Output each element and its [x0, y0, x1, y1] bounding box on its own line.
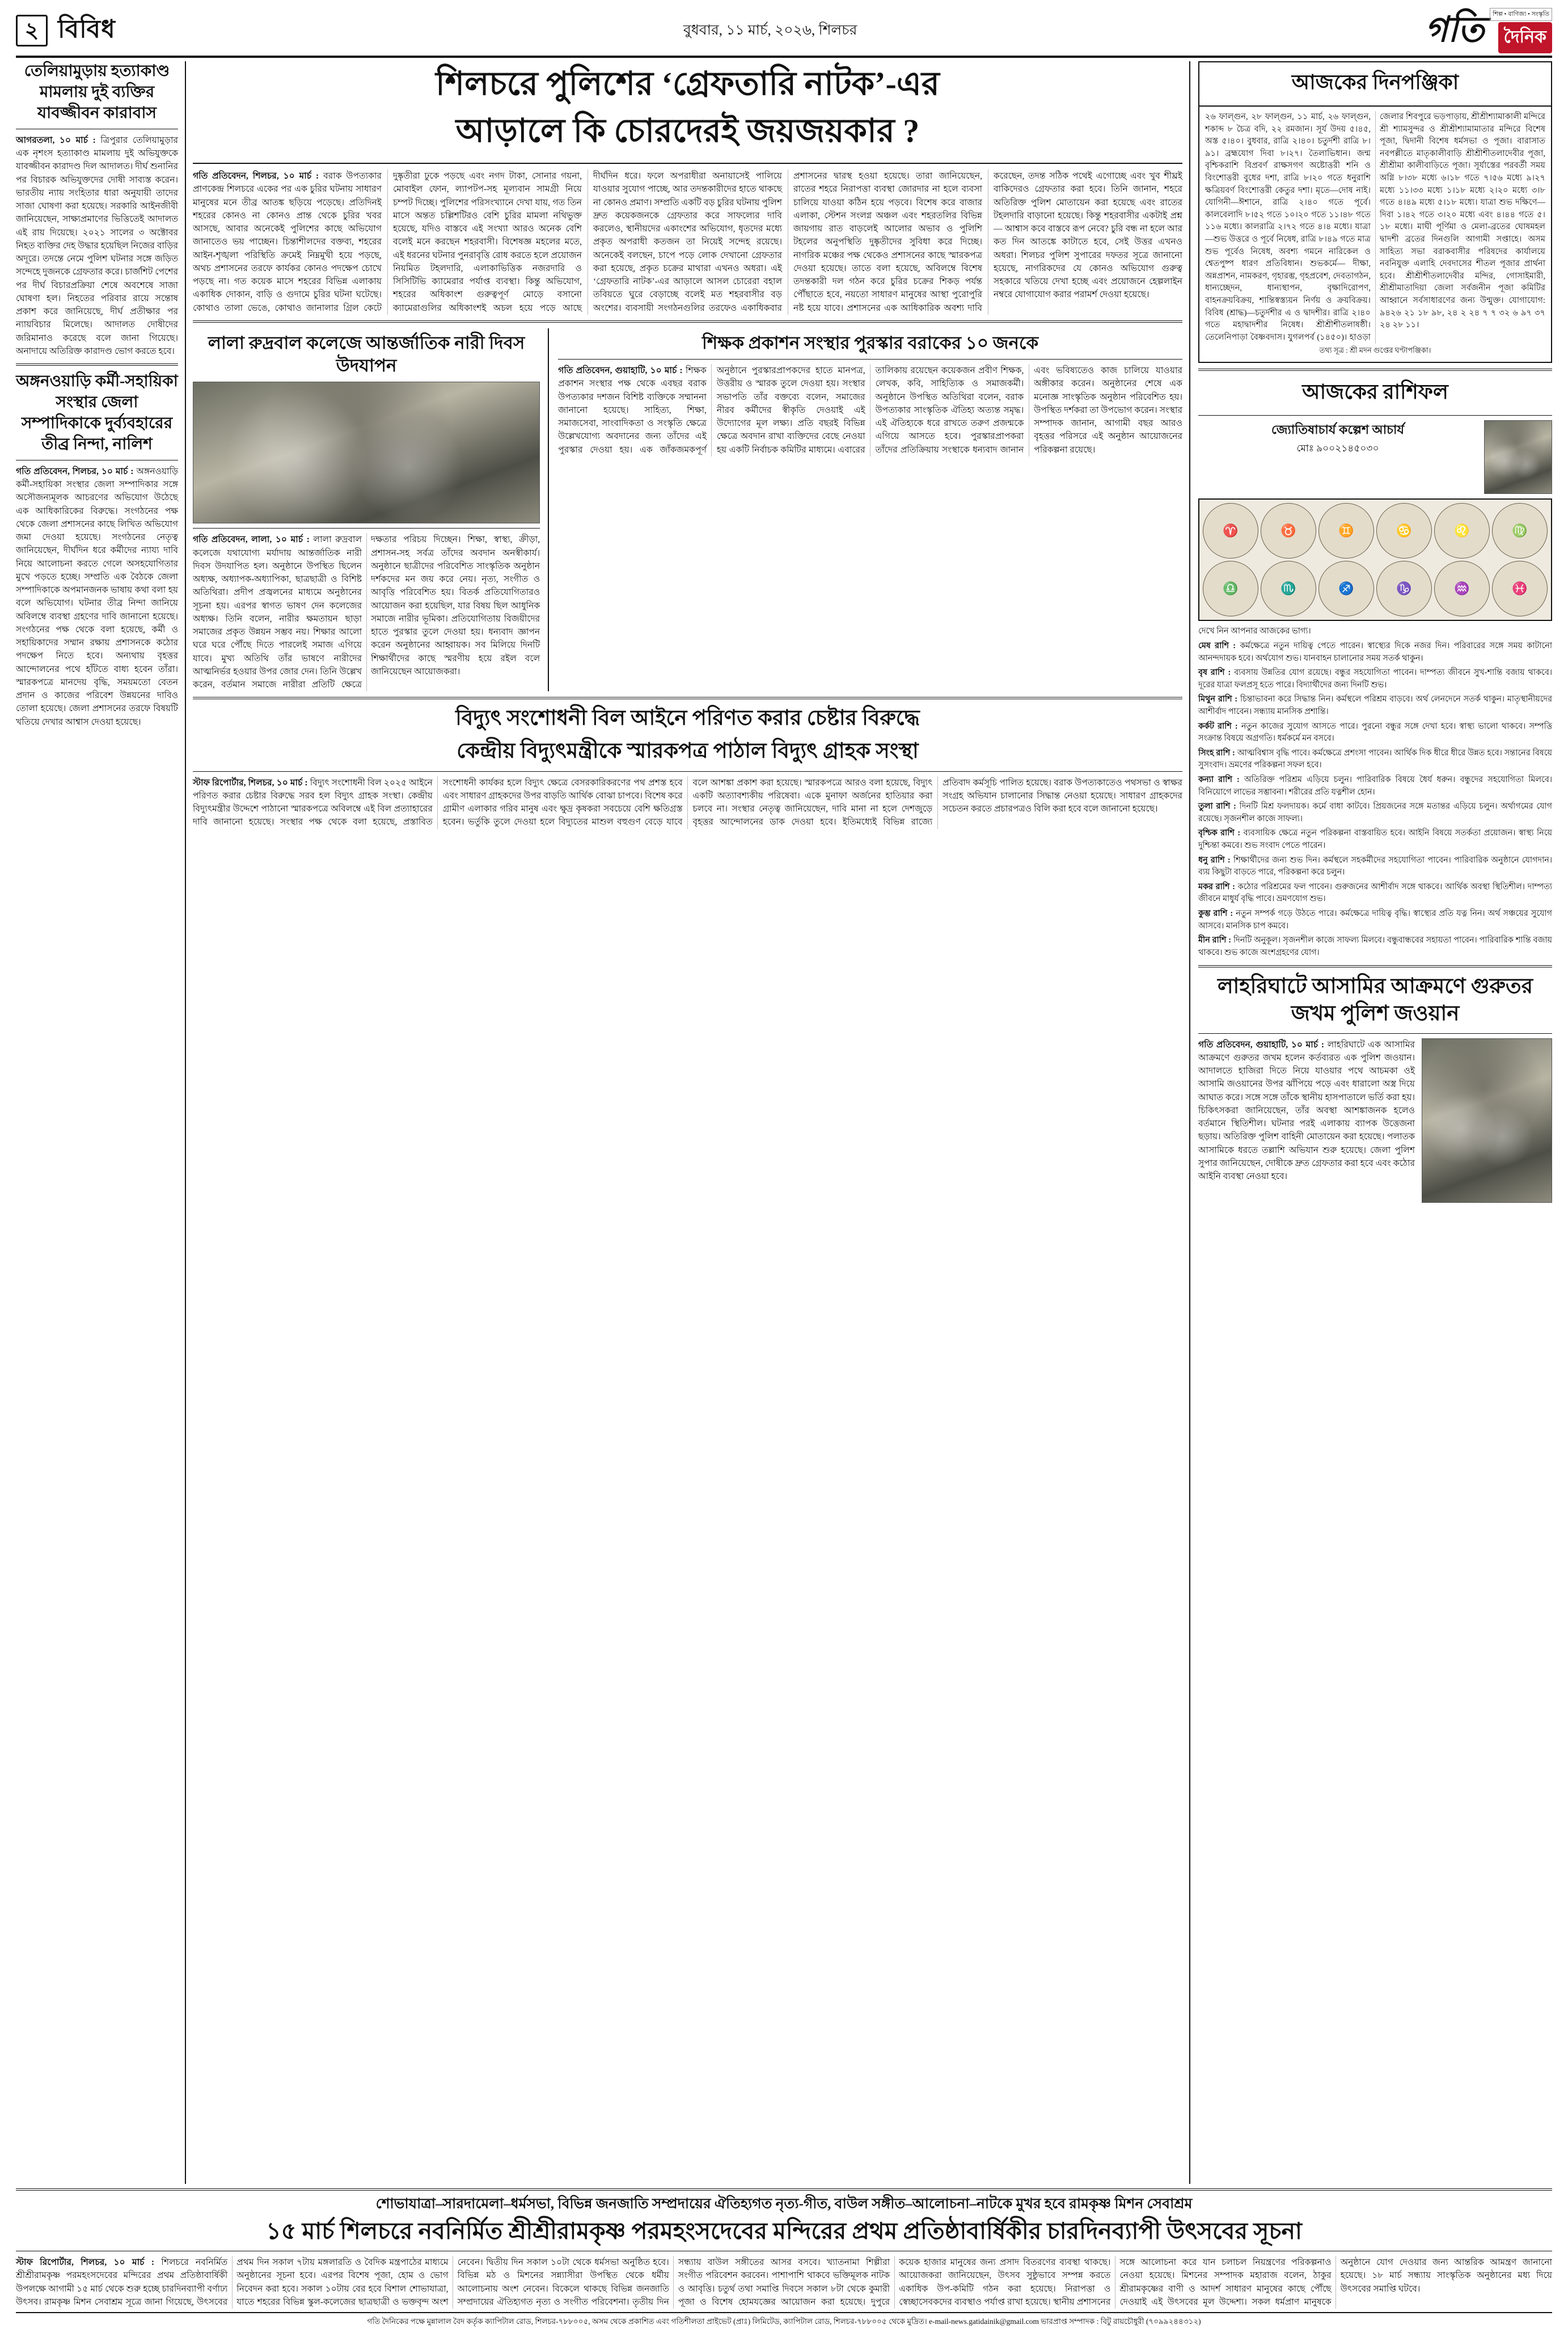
sign-name: মীন রাশি :	[1198, 936, 1232, 945]
story-headline-line1: বিদ্যুৎ সংশোধনী বিল আইনে পরিণত করার চেষ্টার বিরুদ্ধে	[455, 707, 920, 730]
story-headline: তেলিয়ামুড়ায় হত্যাকাণ্ড মামলায় দুই ব্যক্তির যাবজ্জীবন কারাবাস	[24, 62, 170, 122]
divider	[1198, 415, 1552, 416]
story-headline: লাহরিঘাটে আসামির আক্রমণে গুরুতর জখম পুলিশ জওয়ান	[1217, 974, 1533, 1025]
mid-two-up	[193, 328, 1182, 692]
sign-name: মেষ রাশি :	[1198, 641, 1236, 650]
logo-stack	[1490, 8, 1552, 53]
sign-text: অতিরিক্ত পরিশ্রম এড়িয়ে চলুন। পারিবারিক বিষয়ে ধৈর্য ধরুন। বন্ধুদের সহযোগিতা মিলবে। বিনিয়োগে লাভের সম্ভাবনা। শরীরের প্রতি যত্নশীল হোন।	[1198, 775, 1552, 797]
footer-email[interactable]: e-mail-news.gatidainik@gmail.com	[929, 2317, 1039, 2326]
masthead-logo	[1425, 8, 1552, 53]
lead-body	[193, 170, 1182, 315]
story-body	[558, 364, 1182, 457]
footer-imprint: গতি দৈনিকের পক্ষে মুন্নালাল বৈদ কর্তৃক ক্যাপিটাল রোড, শিলচর-৭৮৮০০৫, অসম থেকে প্রকাশিত এবং গতিশীলতা প্রাইভেট (প্রাঃ) লিমিটেড, ক্যাপিটাল রোড, শিলচর-৭৮৮০০৫ থেকে মুদ্রিত।	[367, 2317, 927, 2326]
story-power-bill	[193, 705, 1182, 829]
story-body	[193, 776, 1182, 829]
sign-text: নতুন সম্পর্ক গড়ে উঠতে পারে। কর্মক্ষেত্রে দায়িত্ব বৃদ্ধি। স্বাস্থ্যের প্রতি যত্ন নিন। অর্থ সঞ্চয়ের সুযোগ আসবে। মানসিক চাপ কমবে।	[1198, 909, 1552, 931]
astrologer-mobile: মোঃ ৯০০২১৪৫০৩০	[1296, 443, 1379, 454]
rashifal-panel	[1198, 377, 1552, 959]
bottom-body	[16, 2256, 1552, 2309]
gemini-icon: ♊	[1318, 503, 1374, 559]
sign-text: ব্যবসায় উন্নতির যোগ রয়েছে। বন্ধুর সহযোগিতা পাবেন। দাম্পত্য জীবনে সুখ-শান্তি বজায় থাকবে। দূরের যাত্রা ফলপ্রসূ হতে পারে। বিদ্যার্থীদের জন্য দিনটি শুভ।	[1198, 668, 1552, 690]
sign-text: চিন্তাভাবনা করে সিদ্ধান্ত নিন। কর্মস্থলে পরিশ্রম বাড়বে। অর্থ লেনদেনে সতর্ক থাকুন। মাতৃস্থানীয়দের আশীর্বাদ পাবেন। সন্ধ্যায় মানসিক প্রশান্তি।	[1198, 695, 1552, 716]
divider	[1198, 965, 1552, 967]
lead-headline-line1: শিলচরে পুলিশের ‘গ্রেফতারি নাটক’-এর	[436, 65, 940, 102]
story-headline: শিক্ষক প্রকাশন সংস্থার পুরস্কার বরাকের ১০ জনকে	[702, 332, 1039, 353]
story-byline: স্টাফ রিপোর্টার, শিলচর, ১০ মার্চ :	[193, 777, 308, 788]
police-jawan-photo	[1422, 1038, 1552, 1203]
divider	[193, 771, 1182, 772]
lead-story	[193, 61, 1182, 315]
virgo-icon: ♍	[1492, 503, 1548, 559]
panchang-panel	[1198, 61, 1552, 363]
lead-byline: গতি প্রতিবেদন, শিলচর, ১০ মার্চ :	[193, 171, 319, 181]
sign-text: ব্যবসায়িক ক্ষেত্রে নতুন পরিকল্পনা বাস্তবায়িত হবে। আইনি বিষয়ে সতর্কতা প্রয়োজন। স্বাস্থ্য নিয়ে দুশ্চিন্তা কমবে। শুভ সংবাদ পেতে পারেন।	[1198, 829, 1552, 851]
sign-name: মিথুন রাশি :	[1198, 695, 1238, 704]
panchang-source: তথ্য সূত্র : শ্রী মদন গুপ্তের ঘণ্টাপঞ্জিকা।	[1319, 346, 1431, 355]
masthead	[16, 9, 1552, 58]
sign-name: সিংহ রাশি :	[1198, 748, 1235, 758]
scorpio-icon: ♏	[1261, 561, 1316, 616]
story-headline: অঙ্গনওয়াড়ি কর্মী-সহায়িকা সংস্থার জেলা সম্পাদিকাকে দুর্ব্যবহারের তীব্র নিন্দা, নালিশ	[16, 373, 178, 453]
story-anganwadi	[16, 371, 178, 729]
story-police-injured	[1198, 973, 1552, 1203]
aquarius-icon: ♒	[1434, 561, 1490, 616]
lead-text: বরাক উপত্যকার প্রাণকেন্দ্র শিলচরে একের পর এক চুরির ঘটনায় সাধারণ মানুষের মনে তীব্র আতঙ্ক ছড়িয়ে পড়েছে। প্রতিদিনই শহরের কোনও না কোনও প্রান্ত থেকে চুরির খবর আসছে, আবার অনেকেই পুলিশের কাছে অভিযোগ জানাতেও ভয় পাচ্ছেন। চিন্তাশীলদের বক্তব্য, শহরের আইন-শৃঙ্খলা পরিস্থিতি ক্রমেই নিম্নমুখী হয়ে পড়ছে, অথচ প্রশাসনের তরফে কার্যকর কোনও পদক্ষেপ চোখে পড়ছে না। গত কয়েক মাসে শহরের বিভিন্ন এলাকায় একাধিক দোকান, বাড়ি ও গুদামে চুরির ঘটনা ঘটেছে। কোথাও তালা ভেঙে, কোথাও জানালার গ্রিল কেটে দুষ্কৃতীরা ঢুকে পড়ছে এবং নগদ টাকা, সোনার গয়না, মোবাইল ফোন, ল্যাপটপ-সহ মূল্যবান সামগ্রী নিয়ে চম্পট দিচ্ছে। পুলিশের পরিসংখ্যানে দেখা যায়, গত তিন মাসে অন্তত চল্লিশটিরও বেশি চুরির মামলা নথিভুক্ত হয়েছে, যদিও বাস্তবে এই সংখ্যা আরও অনেক বেশি বলেই মনে করছেন শহরবাসী। বিশেষজ্ঞ মহলের মতে, এই ধরনের ঘটনার পুনরাবৃত্তি রোধ করতে হলে প্রয়োজন নিয়মিত টহলদারি, এলাকাভিত্তিক নজরদারি ও সিসিটিভি ক্যামেরার পর্যাপ্ত ব্যবস্থা। কিন্তু অভিযোগ, শহরের অধিকাংশ গুরুত্বপূর্ণ মোড়ে বসানো ক্যামেরাগুলির অধিকাংশই অচল হয়ে পড়ে আছে দীর্ঘদিন ধরে। ফলে অপরাধীরা অনায়াসেই পালিয়ে যাওয়ার সুযোগ পাচ্ছে, আর তদন্তকারীদের হাতে থাকছে না কোনও প্রমাণ। সম্প্রতি একটি বড় চুরির ঘটনায় পুলিশ দ্রুত কয়েকজনকে গ্রেফতার করে সাফল্যের দাবি করলেও, স্থানীয়দের একাংশের অভিযোগ, ধৃতদের মধ্যে প্রকৃত অপরাধী কতজন তা নিয়েই সন্দেহ রয়েছে। অনেকেই বলছেন, চাপে পড়ে লোক দেখানো গ্রেফতার করা হয়েছে, প্রকৃত চক্রের মাথারা এখনও অধরা। এই ‘গ্রেফতারি নাটক’-এর আড়ালে আসল চোরেরা বহাল তবিয়তে ঘুরে বেড়াচ্ছে বলেই মত শহরবাসীর বড় অংশের। ব্যবসায়ী সংগঠনগুলির তরফেও একাধিকবার প্রশাসনের দ্বারস্থ হওয়া হয়েছে। তারা জানিয়েছেন, রাতের শহরে নিরাপত্তা ব্যবস্থা জোরদার না হলে ব্যবসা চালিয়ে যাওয়া কঠিন হয়ে পড়বে। বিশেষ করে বাজার এলাকা, স্টেশন সংলগ্ন অঞ্চল এবং শহরতলির বিভিন্ন জায়গায় রাত বাড়লেই আলোর অভাব ও পুলিশি টহলের অনুপস্থিতি দুষ্কৃতীদের সুবিধা করে দিচ্ছে। নাগরিক মঞ্চের পক্ষ থেকেও প্রশাসনের কাছে স্মারকপত্র দেওয়া হয়েছে। তাতে বলা হয়েছে, অবিলম্বে বিশেষ তদন্তকারী দল গঠন করে চুরির চক্রের শিকড় পর্যন্ত পৌঁছাতে হবে, নয়তো সাধারণ মানুষের আস্থা পুরোপুরি নষ্ট হয়ে যাবে। প্রশাসনের এক আধিকারিক অবশ্য দাবি করেছেন, তদন্ত সঠিক পথেই এগোচ্ছে এবং খুব শীঘ্রই বাকিদেরও গ্রেফতার করা হবে। তিনি জানান, শহরে অতিরিক্ত পুলিশ মোতায়েন করা হয়েছে এবং রাতের টহলদারি বাড়ানো হয়েছে। কিন্তু শহরবাসীর একটাই প্রশ্ন— আশ্বাস কবে বাস্তবে রূপ নেবে? চুরি বন্ধ না হলে আর কত দিন আতঙ্কে কাটাতে হবে, সেই উত্তর এখনও অধরা। শিলচর পুলিশ সুপারের দফতর সূত্রে জানানো হয়েছে, নাগরিকদের যে কোনও অভিযোগ গুরুত্ব সহকারে খতিয়ে দেখা হচ্ছে এবং প্রয়োজনে হেল্পলাইন নম্বরে যোগাযোগ করার পরামর্শ দেওয়া হয়েছে।	[193, 171, 1182, 313]
sign-text: শিক্ষার্থীদের জন্য শুভ দিন। কর্মস্থলে সহকর্মীদের সহযোগিতা পাবেন। পারিবারিক অনুষ্ঠানে যোগদান। ব্যয় কিছুটা বাড়তে পারে, পরিকল্পনা করে চলুন।	[1198, 855, 1552, 877]
masthead-left	[16, 10, 116, 52]
story-photo-wrap	[193, 382, 540, 523]
astrologer-photo	[1484, 420, 1552, 494]
divider	[193, 320, 1182, 323]
story-text: লাহরিঘাটে এক আসামির আক্রমণে গুরুতর জখম হলেন কর্তব্যরত এক পুলিশ জওয়ান। আদালতে হাজিরা দিতে নিয়ে যাওয়ার পথে আচমকা ওই আসামি জওয়ানের উপর ঝাঁপিয়ে পড়ে এবং ধারালো অস্ত্র দিয়ে আঘাত করে। সঙ্গে সঙ্গে তাঁকে স্থানীয় হাসপাতালে ভর্তি করা হয়। চিকিৎসকরা জানিয়েছেন, তাঁর অবস্থা আশঙ্কাজনক হলেও বর্তমানে স্থিতিশীল। ঘটনার পরই এলাকায় ব্যাপক উত্তেজনা ছড়ায়। অতিরিক্ত পুলিশ বাহিনী মোতায়েন করা হয়েছে। পলাতক আসামিকে ধরতে তল্লাশি অভিযান শুরু হয়েছে। জেলা পুলিশ সুপার জানিয়েছেন, দোষীকে দ্রুত গ্রেফতার করা হবে এবং কঠোর আইনি ব্যবস্থা নেওয়া হবে।	[1198, 1039, 1415, 1182]
section-title: বিবিধ	[58, 15, 116, 43]
story-byline: আগরতলা, ১০ মার্চ :	[16, 135, 96, 145]
lead-headline-line2: আড়ালে কি চোরদেরই জয়জয়কার ?	[455, 112, 920, 149]
story-college	[193, 328, 549, 692]
sign-name: বৃশ্চিক রাশি :	[1198, 829, 1241, 838]
sign-text: কর্মক্ষেত্রে নতুন দায়িত্ব পেতে পারেন। স্বাস্থ্যের দিকে নজর দিন। পরিবারের সঙ্গে সময় কাটানো আনন্দদায়ক হবে। অর্থযোগ শুভ। যানবাহন চালানোর সময় সতর্ক থাকুন।	[1198, 641, 1552, 663]
logo-text: গতি	[1425, 11, 1485, 50]
story-text: শিক্ষক প্রকাশন সংস্থার পক্ষ থেকে এবছর বরাক উপত্যকার দশজন বিশিষ্ট ব্যক্তিকে সম্মাননা জানানো হয়েছে। সাহিত্য, শিক্ষা, সমাজসেবা, সাংবাদিকতা ও সংস্কৃতি ক্ষেত্রে উল্লেখযোগ্য অবদানের জন্য তাঁদের এই পুরস্কার দেওয়া হয়। এক জাঁকজমকপূর্ণ অনুষ্ঠানে পুরস্কারপ্রাপকদের হাতে মানপত্র, উত্তরীয় ও স্মারক তুলে দেওয়া হয়। সংস্থার সভাপতি তাঁর বক্তব্যে বলেন, সমাজের নীরব কর্মীদের স্বীকৃতি দেওয়াই এই উদ্যোগের মূল লক্ষ্য। প্রতি বছরই বিভিন্ন ক্ষেত্রে অবদান রাখা ব্যক্তিদের বেছে নেওয়া হয় একটি নির্বাচক কমিটির মাধ্যমে। এবারের তালিকায় রয়েছেন কয়েকজন প্রবীণ শিক্ষক, লেখক, কবি, সাহিত্যিক ও সমাজকর্মী। অনুষ্ঠানে উপস্থিত অতিথিরা বলেন, বরাক উপত্যকার সাংস্কৃতিক ঐতিহ্য অত্যন্ত সমৃদ্ধ। এই ঐতিহ্যকে ধরে রাখতে তরুণ প্রজন্মকে এগিয়ে আসতে হবে। পুরস্কারপ্রাপকরা তাঁদের প্রতিক্রিয়ায় সংস্থাকে ধন্যবাদ জানান এবং ভবিষ্যতেও কাজ চালিয়ে যাওয়ার অঙ্গীকার করেন। অনুষ্ঠানের শেষে এক মনোজ্ঞ সাংস্কৃতিক অনুষ্ঠান পরিবেশিত হয়। উপস্থিত দর্শকরা তা উপভোগ করেন। সংস্থার সম্পাদক জানান, আগামী বছর আরও বৃহত্তর পরিসরে এই অনুষ্ঠান আয়োজনের পরিকল্পনা রয়েছে।	[558, 366, 1182, 455]
panchang-title: আজকের দিনপঞ্জিকা	[1199, 62, 1551, 107]
story-headline: লালা রুদ্রবাল কলেজে আন্তর্জাতিক নারী দিবস উদযাপন	[208, 332, 525, 376]
divider	[558, 359, 1182, 360]
bottom-kicker: শোভাযাত্রা–সারদামেলা–ধর্মসভা, বিভিন্ন জনজাতি সম্প্রদায়ের ঐতিহ্যগত নৃত্য-গীত, বাউল সঙ্গীত–আলোচনা–নাটকে মুখর হবে রামকৃষ্ণ মিশন সেবাশ্রম	[375, 2196, 1193, 2212]
sign-name: বৃষ রাশি :	[1198, 668, 1231, 678]
page-number: ২	[16, 15, 48, 47]
story-text: লালা রুদ্রবাল কলেজে যথাযোগ্য মর্যাদায় আন্তর্জাতিক নারী দিবস উদযাপিত হল। অনুষ্ঠানে উপস্থিত ছিলেন অধ্যক্ষ, অধ্যাপক-অধ্যাপিকা, ছাত্রছাত্রী ও বিশিষ্ট অতিথিরা। প্রদীপ প্রজ্বলনের মাধ্যমে অনুষ্ঠানের সূচনা হয়। এরপর স্বাগত ভাষণ দেন কলেজের অধ্যক্ষ। তিনি বলেন, নারীর ক্ষমতায়ন ছাড়া সমাজের প্রকৃত উন্নয়ন সম্ভব নয়। শিক্ষার আলো ঘরে ঘরে পৌঁছে দিতে পারলেই সমাজ এগিয়ে যাবে। মুখ্য অতিথি তাঁর ভাষণে নারীদের আত্মনির্ভর হওয়ার উপর জোর দেন। তিনি উল্লেখ করেন, বর্তমান সমাজে নারীরা প্রতিটি ক্ষেত্রে দক্ষতার পরিচয় দিচ্ছেন। শিক্ষা, স্বাস্থ্য, ক্রীড়া, প্রশাসন-সহ সর্বত্র তাঁদের অবদান অনস্বীকার্য। অনুষ্ঠানে ছাত্রীদের পরিবেশিত সাংস্কৃতিক অনুষ্ঠান দর্শকদের মন জয় করে নেয়। নৃত্য, সংগীত ও আবৃত্তি পরিবেশিত হয়। বিতর্ক প্রতিযোগিতারও আয়োজন করা হয়েছিল, যার বিষয় ছিল আধুনিক সমাজে নারীর ভূমিকা। প্রতিযোগিতায় বিজয়ীদের হাতে পুরস্কার তুলে দেওয়া হয়। ধন্যবাদ জ্ঞাপন করেন অনুষ্ঠানের আহ্বায়ক। সব মিলিয়ে দিনটি শিক্ষার্থীদের কাছে স্মরণীয় হয়ে রইল বলে জানিয়েছেন আয়োজকরা।	[193, 535, 540, 690]
bottom-headline: ১৫ মার্চ শিলচরে নবনির্মিত শ্রীশ্রীরামকৃষ্ণ পরমহংসদেবের মন্দিরের প্রথম প্রতিষ্ঠাবার্ষিকীর চারদিনব্যাপী উৎসবের সূচনা	[266, 2217, 1302, 2244]
rashifal-note: দেখে নিন আপনার আজকের ভাগ্য।	[1198, 627, 1311, 636]
masthead-date: বুধবার, ১১ মার্চ, ২০২৬, শিলচর	[683, 22, 857, 38]
pisces-icon: ♓	[1492, 561, 1548, 616]
sign-text: দিনটি অনুকূল। সৃজনশীল কাজে সাফল্য মিলবে। বন্ধুবান্ধবের সহায়তা পাবেন। পারিবারিক শান্তি বজায় থাকবে। শুভ কাজে অংশগ্রহণের যোগ।	[1198, 936, 1552, 957]
story-byline: গতি প্রতিবেদন, লালা, ১০ মার্চ :	[193, 535, 310, 545]
panchang-body	[1199, 107, 1551, 344]
sagittarius-icon: ♐	[1318, 561, 1374, 616]
story-award	[558, 328, 1182, 692]
story-body	[193, 533, 540, 691]
story-body	[16, 465, 178, 729]
leo-icon: ♌	[1434, 503, 1490, 559]
sign-text: নতুন কাজের সুযোগ আসতে পারে। পুরনো বন্ধুর সঙ্গে দেখা হবে। স্বাস্থ্য ভালো থাকবে। সম্পত্তি সংক্রান্ত বিষয়ে অগ্রগতি। ধর্মকর্মে মন বসবে।	[1198, 721, 1552, 743]
sign-name: তুলা রাশি :	[1198, 802, 1236, 812]
taurus-icon: ♉	[1261, 503, 1316, 559]
sign-text: আত্মবিশ্বাস বৃদ্ধি পাবে। কর্মক্ষেত্রে প্রশংসা পাবেন। আর্থিক দিক ধীরে ধীরে উন্নত হবে। সন্তানের বিষয়ে সুসংবাদ। ভ্রমণের পরিকল্পনা সফল হবে।	[1198, 748, 1552, 770]
story-with-photo	[1198, 1038, 1552, 1203]
capricorn-icon: ♑	[1376, 561, 1432, 616]
story-byline: গতি প্রতিবেদন, গুয়াহাটি, ১০ মার্চ :	[558, 366, 683, 376]
story-teliamura	[16, 61, 178, 358]
divider	[193, 163, 1182, 164]
story-text: অঙ্গনওয়াড়ি কর্মী-সহায়িকা সংস্থার জেলা সম্পাদিকার সঙ্গে অসৌজন্যমূলক আচরণের অভিযোগ উঠেছে এক আধিকারিকের বিরুদ্ধে। সংগঠনের পক্ষ থেকে জেলা প্রশাসনের কাছে লিখিত অভিযোগ জমা দেওয়া হয়েছে। সংগঠনের নেতৃত্ব জানিয়েছেন, দীর্ঘদিন ধরে কর্মীদের ন্যায্য দাবি নিয়ে আলোচনা করতে গেলে অসহযোগিতার মুখে পড়তে হচ্ছে। সম্প্রতি এক বৈঠকে জেলা সম্পাদিকাকে অপমানজনক ভাষায় কথা বলা হয় বলে অভিযোগ। ঘটনার তীব্র নিন্দা জানিয়ে অবিলম্বে ব্যবস্থা গ্রহণের দাবি জানানো হয়েছে। সংগঠনের পক্ষ থেকে বলা হয়েছে, কর্মী ও সহায়িকাদের সম্মান রক্ষায় প্রশাসনকে কঠোর পদক্ষেপ নিতে হবে। অন্যথায় বৃহত্তর আন্দোলনের পথে হাঁটতে বাধ্য হবেন তাঁরা। স্মারকপত্রে মানদেয় বৃদ্ধি, সময়মতো বেতন প্রদান ও কাজের পরিবেশ উন্নয়নের দাবিও তোলা হয়েছে। জেলা প্রশাসনের তরফে বিষয়টি খতিয়ে দেখার আশ্বাস দেওয়া হয়েছে।	[16, 466, 179, 727]
bottom-byline: স্টাফ রিপোর্টার, শিলচর, ১০ মার্চ :	[16, 2258, 155, 2268]
story-body	[16, 134, 178, 358]
page-content	[16, 61, 1552, 2184]
sign-name: কর্কট রাশি :	[1198, 721, 1238, 731]
aries-icon: ♈	[1203, 503, 1258, 559]
right-column	[1189, 61, 1552, 2184]
logo-badge: দৈনিক	[1498, 22, 1552, 53]
story-text: বিদ্যুৎ সংশোধনী বিল ২০২৫ আইনে পরিণত করার চেষ্টার বিরুদ্ধে সরব হল বিদ্যুৎ গ্রাহক সংস্থা। কেন্দ্রীয় বিদ্যুৎমন্ত্রীর উদ্দেশে পাঠানো স্মারকপত্রে অবিলম্বে এই বিল প্রত্যাহারের দাবি জানানো হয়েছে। সংস্থার পক্ষ থেকে বলা হয়েছে, প্রস্তাবিত সংশোধনী কার্যকর হলে বিদ্যুৎ ক্ষেত্রে বেসরকারিকরণের পথ প্রশস্ত হবে এবং সাধারণ গ্রাহকদের উপর বাড়তি আর্থিক বোঝা চাপবে। বিশেষ করে গ্রামীণ এলাকার গরিব মানুষ এবং ক্ষুদ্র কৃষকরা সবচেয়ে বেশি ক্ষতিগ্রস্ত হবেন। ভর্তুকি তুলে দেওয়া হলে বিদ্যুতের মাশুল বহুগুণ বেড়ে যাবে বলে আশঙ্কা প্রকাশ করা হয়েছে। স্মারকপত্রে আরও বলা হয়েছে, বিদ্যুৎ একটি অত্যাবশ্যকীয় পরিষেবা। একে মুনাফা অর্জনের হাতিয়ার করা চলবে না। সংস্থার নেতৃত্ব জানিয়েছেন, দাবি মানা না হলে দেশজুড়ে বৃহত্তর আন্দোলনের ডাক দেওয়া হবে। ইতিমধ্যেই বিভিন্ন রাজ্যে প্রতিবাদ কর্মসূচি পালিত হয়েছে। বরাক উপত্যকাতেও পথসভা ও স্বাক্ষর সংগ্রহ অভিযান চালানোর সিদ্ধান্ত নেওয়া হয়েছে। সাধারণ গ্রাহকদের সচেতন করতে প্রচারপত্রও বিলি করা হবে বলে জানানো হয়েছে।	[193, 777, 1182, 827]
sign-name: ধনু রাশি :	[1198, 855, 1231, 865]
zodiac-icon-grid	[1198, 498, 1552, 621]
libra-icon: ♎	[1203, 561, 1258, 616]
sign-text: দিনটি মিশ্র ফলদায়ক। কর্মে বাধা কাটবে। প্রিয়জনের সঙ্গে মতান্তর এড়িয়ে চলুন। অর্থাগমের যোগ রয়েছে। সৃজনশীল কাজে সাফল্য।	[1198, 802, 1552, 823]
story-byline: গতি প্রতিবেদন, গুয়াহাটি, ১০ মার্চ :	[1198, 1039, 1324, 1050]
left-column	[16, 61, 186, 2184]
sign-text: কঠোর পরিশ্রমের ফল পাবেন। গুরুজনের আশীর্বাদ সঙ্গে থাকবে। আর্থিক অবস্থা স্থিতিশীল। দাম্পত্য জীবনে মাধুর্য বৃদ্ধি পাবে। ভ্রমণযোগ শুভ।	[1198, 882, 1553, 904]
story-byline: গতি প্রতিবেদন, শিলচর, ১০ মার্চ :	[16, 466, 134, 476]
cancer-icon: ♋	[1376, 503, 1432, 559]
rashifal-list	[1198, 640, 1552, 960]
page-footer	[16, 2312, 1552, 2327]
footer-editor: ভারপ্রাপ্ত সম্পাদক : বিটু রায়চৌধুরী (৭০৯৯২৪৪৩১২)	[1041, 2317, 1201, 2326]
story-headline-line2: কেন্দ্রীয় বিদ্যুৎমন্ত্রীকে স্মারকপত্র পাঠাল বিদ্যুৎ গ্রাহক সংস্থা	[457, 739, 919, 763]
bottom-feature	[16, 2188, 1552, 2309]
college-event-photo	[193, 382, 540, 523]
divider	[16, 364, 178, 366]
sign-name: কুম্ভ রাশি :	[1198, 909, 1233, 919]
story-text: ত্রিপুরার তেলিয়ামুড়ার এক নৃশংস হত্যাকাণ্ড মামলায় দুই অভিযুক্তকে যাবজ্জীবন কারাদণ্ড দিল আদালত। দীর্ঘ শুনানির পর বিচারক অভিযুক্তদের দোষী সাব্যস্ত করেন। ভারতীয় ন্যায় সংহিতার ধারা অনুযায়ী তাদের সাজা ঘোষণা করা হয়েছে। সরকারি আইনজীবী জানিয়েছেন, সাক্ষ্যপ্রমাণের ভিত্তিতেই আদালত এই রায় দিয়েছে। ২০২১ সালের ৩ অক্টোবর নিহত ব্যক্তির দেহ উদ্ধার হয়েছিল নিজের বাড়ির অদূরে। তদন্তে নেমে পুলিশ ঘটনার সঙ্গে জড়িত সন্দেহে দুজনকে গ্রেফতার করে। চার্জশিট পেশের পর দীর্ঘ বিচারপ্রক্রিয়া শেষে অবশেষে সাজা ঘোষণা হল। নিহতের পরিবার রায়ে সন্তোষ প্রকাশ করে জানিয়েছে, দীর্ঘ প্রতীক্ষার পর ন্যায়বিচার মিলেছে। আদালত দোষীদের জরিমানাও করেছে বলে জানা গিয়েছে। অনাদায়ে অতিরিক্ত কারাদণ্ড ভোগ করতে হবে।	[16, 135, 178, 356]
divider	[1198, 1033, 1552, 1034]
middle-column	[186, 61, 1189, 2184]
divider	[193, 528, 540, 529]
story-body	[1198, 1038, 1415, 1203]
sign-name: মকর রাশি :	[1198, 882, 1235, 891]
logo-tagline: শিল্প • বাণিজ্য • সংস্কৃতি	[1490, 8, 1552, 21]
divider	[1198, 369, 1552, 371]
astrologer-block	[1198, 420, 1552, 494]
divider	[193, 697, 1182, 699]
bottom-text: শিলচরে নবনির্মিত শ্রীশ্রীরামকৃষ্ণ পরমহংসদেবের মন্দিরের প্রথম প্রতিষ্ঠাবার্ষিকী উপলক্ষে আগামী ১৫ মার্চ থেকে শুরু হচ্ছে চারদিনব্যাপী বর্ণাঢ্য উৎসব। রামকৃষ্ণ মিশন সেবাশ্রম সূত্রে জানা গিয়েছে, উৎসবের প্রথম দিন সকাল ৭টায় মঙ্গলারতি ও বৈদিক মন্ত্রপাঠের মাধ্যমে অনুষ্ঠানের সূচনা হবে। এরপর বিশেষ পূজা, হোম ও ভোগ নিবেদন করা হবে। সকাল ১০টায় বের হবে বিশাল শোভাযাত্রা, যাতে শহরের বিভিন্ন স্কুল-কলেজের ছাত্রছাত্রী ও ভক্তবৃন্দ অংশ নেবেন। দ্বিতীয় দিন সকাল ১০টা থেকে ধর্মসভা অনুষ্ঠিত হবে। বিভিন্ন মঠ ও মিশনের সন্ন্যাসীরা উপস্থিত থেকে ধর্মীয় আলোচনায় অংশ নেবেন। বিকেলে থাকছে বিভিন্ন জনজাতি সম্প্রদায়ের ঐতিহ্যগত নৃত্য ও সংগীত পরিবেশনা। তৃতীয় দিন সন্ধ্যায় বাউল সঙ্গীতের আসর বসবে। খ্যাতনামা শিল্পীরা সংগীত পরিবেশন করবেন। পাশাপাশি থাকবে ভক্তিমূলক নাটক ও আবৃত্তি। চতুর্থ তথা সমাপ্তি দিবসে সকাল ৮টা থেকে কুমারী পূজা ও বিশেষ হোমযজ্ঞের আয়োজন করা হয়েছে। দুপুরে কয়েক হাজার মানুষের জন্য প্রসাদ বিতরণের ব্যবস্থা থাকছে। আয়োজকরা জানিয়েছেন, উৎসব সুষ্ঠুভাবে সম্পন্ন করতে একাধিক উপ-কমিটি গঠন করা হয়েছে। নিরাপত্তা ও স্বেচ্ছাসেবকদের ব্যবস্থাও পর্যাপ্ত রাখা হয়েছে। স্থানীয় প্রশাসনের সঙ্গে আলোচনা করে যান চলাচল নিয়ন্ত্রণের পরিকল্পনাও নেওয়া হয়েছে। মিশনের সম্পাদক মহারাজ বলেন, ঠাকুর শ্রীরামকৃষ্ণের বাণী ও আদর্শ সাধারণ মানুষের কাছে পৌঁছে দেওয়াই এই উৎসবের মূল উদ্দেশ্য। সকল ধর্মপ্রাণ মানুষকে অনুষ্ঠানে যোগ দেওয়ার জন্য আন্তরিক আমন্ত্রণ জানানো হয়েছে। ১৮ মার্চ সন্ধ্যায় সাংস্কৃতিক অনুষ্ঠানের মধ্য দিয়ে উৎসবের সমাপ্তি ঘটবে।	[16, 2258, 1552, 2307]
astrologer-name: জ্যোতিষাচার্য কল্পেশ আচার্য	[1271, 422, 1405, 437]
rashifal-title: আজকের রাশিফল	[1302, 381, 1448, 404]
sign-name: কন্যা রাশি :	[1198, 775, 1240, 784]
panchang-text: ২৬ ফাল্গুন, ২৮ ফাল্গুন, ১১ মার্চ, ২৬ ফাল্গুন, শকাব্দ ৮ চৈত্র বদি, ২২ রমজান। সূর্য উদয় ৫।৪৫, অস্ত ৫।৪০। বুধবার, রাত্রি ২।৪০। চতুর্দশী রাত্রি ৮।৯১। ব্রহ্মযোগ দিবা ৮।২৭। তৈলাভিধান। জন্ম বৃশ্চিকরাশি বিপ্রবর্ণ রাক্ষসগণ অষ্টোত্তরী শনি ও বিংশোত্তরী বুধের দশা, রাত্রি ৮।২০ গতে ধনুরাশি ক্ষত্রিয়বর্ণ বিংশোত্তরী কেতুর দশা। মৃতে—দোষ নাই। যোগিনী—ঈশানে, রাত্রি ২।৪০ গতে পূর্বে। কালবেলাদি ৮।৫২ গতে ১০।২০ গতে ১১।৪৮ গতে ১১৬ মধ্যে। কালরাত্রি ২।৭২ গতে ৪।৪ মধ্যে। যাত্রা—শুভ উত্তরে ও পূর্বে নিষেধ, রাত্রি ৮।৪৯ গতে মাত্র শুভ পূর্বেও নিষেধ, অবশ্য গমনে নারিকেল ও শ্বেতপুষ্প ধারণ প্রতিবিধান। শুভকর্মে— দীক্ষা, অন্নপ্রাশন, নামকরণ, গৃহারম্ভ, গৃহপ্রবেশ, দেবতাগঠন, ধান্যচ্ছেদন, ধান্যস্থাপন, বৃক্ষাদিরোপণ, বাহনক্রয়বিক্রয়, শান্তিস্বস্ত্যয়ন নির্ণয় ও ক্রয়বিক্রয়। বিবিধ (শ্রাদ্ধ)—চতুর্দশীর এ ও দ্বাদশীর। রাত্রি ২।৪০ গতে মহাদ্বাদশীর নিষেধ। শ্রীশ্রীশীতলাষষ্ঠী। তেলেনিপাড়া বৈষ্ণবদাস। যুগলপর্ব (১৪৫০)। হাওড়া জেলার শিবপুরে ভড়পাড়ায়, শ্রীশ্রীশ্যামাকালী মন্দিরে শ্রী শ্যামসুন্দর ও শ্রীশ্রীশ্যামামাতার মন্দিরে বিশেষ পূজা, দ্বিদানী বিশেষ ধর্মসভা ও পূজা। বারাসাত নবপল্লীতে মাতৃকালীবাড়ি শ্রীশ্রীশীতলাদেবীর পূজা, শ্রীশ্রীমা কালীবাড়িতে পূজা। সূর্যাস্তের পরবর্তী সময় অগ্নি ৮।৩৮ মধ্যে ৬।১৮ গতে ৭।৫৬ মধ্যে ৯।২৭ মধ্যে ১১।৩৩ মধ্যে ১।১৮ মধ্যে ২।২০ মধ্যে ৩।৮ গতে ৪।৪৯ মধ্যে ৫।১৮ মধ্যে। যাত্রা শুভ দক্ষিণে—দিবা ১।৪২ গতে ৩।২০ মধ্যে এবং ৪।৪৪ গতে ৫।১৮ মধ্যে। মাঘী পূর্ণিমা ও মেলা-ব্রতের ঘোষমহল দ্বাদশী ব্রতের দিনগুলি আগামী সপ্তাহে। অসম সাহিত্য সভা বরাকবাসীর পরিষদের কার্যালয়ে নবনিযুক্ত এলাহি দেবদাসের শীতল পূজার প্রার্থনা হবে। শ্রীশ্রীশীতলাদেবীর মন্দির, গোসাইমারী, শ্রীশ্রীমাতাদিয়া জেলা সর্বজনীন পূজা কমিটির আহ্বানে সর্বসাধারণের জন্য উন্মুক্ত। যোগাযোগ: ৯৪২৬ ২১ ১৮ ৯৮, ২৪ ২ ২৪ ৭ ৭ ৩২ ৬ ৯৭ ৩৭ ২৪ ২৮ ১১।	[1205, 112, 1545, 342]
